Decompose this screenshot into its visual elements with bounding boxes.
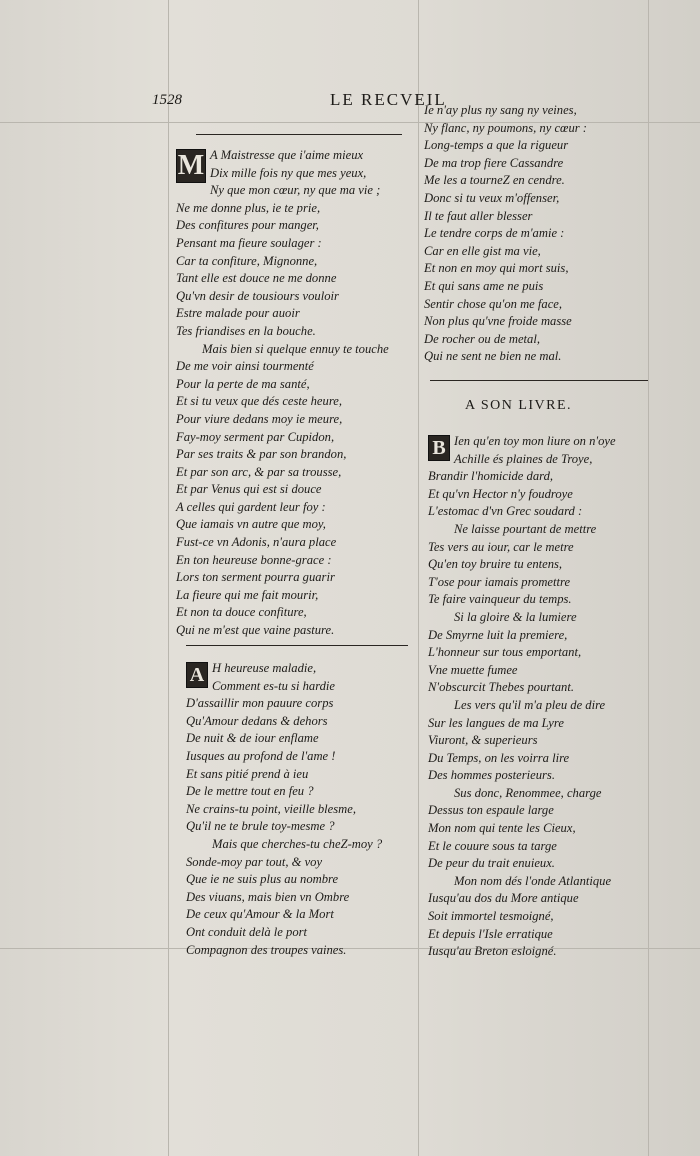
verse-line: Tes vers au iour, car le metre <box>428 539 574 554</box>
verse-line: De me voir ainsi tourmenté <box>176 359 314 374</box>
verse-line: Fust-ce vn Adonis, n'aura place <box>176 535 337 550</box>
verse-line: Du Temps, on les voirra lire <box>428 750 570 765</box>
drop-cap-initial: B <box>428 435 450 461</box>
verse-line: Comment es-tu si hardie <box>212 678 336 693</box>
verse-line: De ceux qu'Amour & la Mort <box>186 907 334 922</box>
verse-line: Qu'Amour dedans & dehors <box>186 713 328 728</box>
verse-line: Et par son arc, & par sa trousse, <box>176 464 342 479</box>
verse-line: Qu'il ne te brule toy-mesme ? <box>186 819 335 834</box>
page-number: 1528 <box>152 92 182 108</box>
verse-line: Non plus qu'vne froide masse <box>424 314 572 329</box>
verse-line: Ne me donne plus, ie te prie, <box>176 200 321 215</box>
verse-line: Long-temps a que la rigueur <box>424 138 569 153</box>
verse-line: T'ose pour iamais promettre <box>428 574 571 589</box>
verse-line: Dix mille fois ny que mes yeux, <box>210 165 367 180</box>
section-rule <box>196 134 402 135</box>
verse-line: De Smyrne luit la premiere, <box>428 627 568 642</box>
verse-line: Iusques au profond de l'ame ! <box>186 748 336 763</box>
verse-line: Ne crains-tu point, vieille blesme, <box>186 801 356 816</box>
verse-line: N'obscurcit Thebes pourtant. <box>428 680 575 695</box>
verse-line: Et non en moy qui mort suis, <box>424 261 569 276</box>
verse-line: Et sans pitié prend à ieu <box>186 766 309 781</box>
verse-line: Me les a tourneZ en cendre. <box>424 173 565 188</box>
verse-line: L'estomac d'vn Grec soudard : <box>428 504 583 519</box>
verse-line: De nuit & de iour enflame <box>186 731 319 746</box>
verse-line: Pensant ma fieure soulager : <box>176 235 322 250</box>
verse-line: Qui ne m'est que vaine pasture. <box>176 623 335 638</box>
verse-line: L'honneur sur tous emportant, <box>428 645 582 660</box>
verse-line: De ma trop fiere Cassandre <box>424 155 564 170</box>
verse-line: H heureuse maladie, <box>212 661 317 675</box>
verse-line: Et par Venus qui est si douce <box>176 482 322 497</box>
poem-title-a-son-livre: A SON LIVRE. <box>465 398 573 413</box>
verse-line: Mon nom dés l'onde Atlantique <box>454 873 612 888</box>
verse-line: Sentir chose qu'on me face, <box>424 296 563 311</box>
verse-line: Et si tu veux que dés ceste heure, <box>176 394 342 409</box>
verse-line: Car ta confiture, Mignonne, <box>176 253 318 268</box>
verse-line: Des viuans, mais bien vn Ombre <box>186 889 350 904</box>
verse-line: Et depuis l'Isle erratique <box>428 926 553 941</box>
poem-a-son-livre <box>428 433 650 961</box>
poem-ah-heureuse-maladie-continued <box>424 102 644 366</box>
verse-line: Mon nom qui tente les Cieux, <box>428 821 576 836</box>
verse-line: La fieure qui me fait mourir, <box>176 587 319 602</box>
verse-line: Des hommes posterieurs. <box>428 768 555 783</box>
verse-line: De peur du trait enuieux. <box>428 856 555 871</box>
verse-line: A Maistresse que i'aime mieux <box>210 148 364 162</box>
verse-line: Dessus ton espaule large <box>428 803 554 818</box>
verse-line: Lors ton serment pourra guarir <box>176 570 335 585</box>
drop-cap-initial: A <box>186 662 208 688</box>
verse-line: Il te faut aller blesser <box>424 208 533 223</box>
verse-line: Viuront, & superieurs <box>428 733 538 748</box>
verse-line: Fay-moy serment par Cupidon, <box>176 429 335 444</box>
verse-line: Ny que mon cœur, ny que ma vie ; <box>210 183 381 198</box>
poem-ah-heureuse-maladie <box>186 660 414 959</box>
verse-line: Te faire vainqueur du temps. <box>428 592 572 607</box>
drop-cap-initial: M <box>177 150 205 181</box>
verse-line: De rocher ou de metal, <box>424 331 540 346</box>
verse-line: D'assaillir mon pauure corps <box>186 696 334 711</box>
verse-line: Qu'vn desir de tousiours vouloir <box>176 288 339 303</box>
verse-line: Par ses traits & par son brandon, <box>176 447 347 462</box>
verse-line: Et qu'vn Hector n'y foudroye <box>428 486 573 501</box>
verse-line: Si la gloire & la lumiere <box>454 609 577 624</box>
verse-line: Et non ta douce confiture, <box>176 605 307 620</box>
section-rule <box>430 380 648 381</box>
section-rule <box>186 645 408 646</box>
verse-line: Donc si tu veux m'offenser, <box>424 190 560 205</box>
verse-line: Estre malade pour auoir <box>176 306 300 321</box>
verse-line: Des confitures pour manger, <box>176 218 319 233</box>
verse-line: Mais que cherches-tu cheZ-moy ? <box>212 836 383 851</box>
verse-line: Iusqu'au dos du More antique <box>428 891 579 906</box>
verse-line: Brandir l'homicide dard, <box>428 469 554 484</box>
verse-line: Tes friandises en la bouche. <box>176 323 316 338</box>
verse-line: Sonde-moy par tout, & voy <box>186 854 323 869</box>
verse-line: Tant elle est douce ne me donne <box>176 271 337 286</box>
running-title: LE RECVEIL <box>330 90 447 109</box>
verse-line: Iusqu'au Breton esloigné. <box>428 944 557 959</box>
verse-line: Mais bien si quelque ennuy te touche <box>202 341 389 356</box>
verse-line: Achille és plaines de Troye, <box>454 451 593 466</box>
verse-line: Ny flanc, ny poumons, ny cœur : <box>424 120 587 135</box>
verse-line: Que ie ne suis plus au nombre <box>186 872 339 887</box>
verse-line: Qui ne sent ne bien ne mal. <box>424 349 562 364</box>
poem-ma-maistresse <box>176 147 412 640</box>
verse-line: Pour la perte de ma santé, <box>176 376 310 391</box>
verse-line: De le mettre tout en feu ? <box>186 784 314 799</box>
verse-line: Et le couure sous ta targe <box>428 838 557 853</box>
grid-line <box>168 0 169 1156</box>
verse-line: En ton heureuse bonne-grace : <box>176 552 332 567</box>
verse-line: Que iamais vn autre que moy, <box>176 517 326 532</box>
grid-line <box>418 0 419 1156</box>
verse-line: Sus donc, Renommee, charge <box>454 785 602 800</box>
verse-line: Et qui sans ame ne puis <box>424 278 544 293</box>
verse-line: Ne laisse pourtant de mettre <box>454 521 597 536</box>
verse-line: Pour viure dedans moy ie meure, <box>176 411 343 426</box>
verse-line: Le tendre corps de m'amie : <box>424 226 565 241</box>
verse-line: Compagnon des troupes vaines. <box>186 942 347 957</box>
verse-line: Vne muette fumee <box>428 662 518 677</box>
verse-line: A celles qui gardent leur foy : <box>176 499 326 514</box>
verse-line: Les vers qu'il m'a pleu de dire <box>454 697 606 712</box>
verse-line: Ont conduit delà le port <box>186 924 308 939</box>
verse-line: Sur les langues de ma Lyre <box>428 715 564 730</box>
verse-line: Ie n'ay plus ny sang ny veines, <box>424 103 577 117</box>
verse-line: Soit immortel tesmoigné, <box>428 909 554 924</box>
verse-line: Ien qu'en toy mon liure on n'oye <box>454 434 616 448</box>
verse-line: Car en elle gist ma vie, <box>424 243 541 258</box>
verse-line: Qu'en toy bruire tu entens, <box>428 557 563 572</box>
